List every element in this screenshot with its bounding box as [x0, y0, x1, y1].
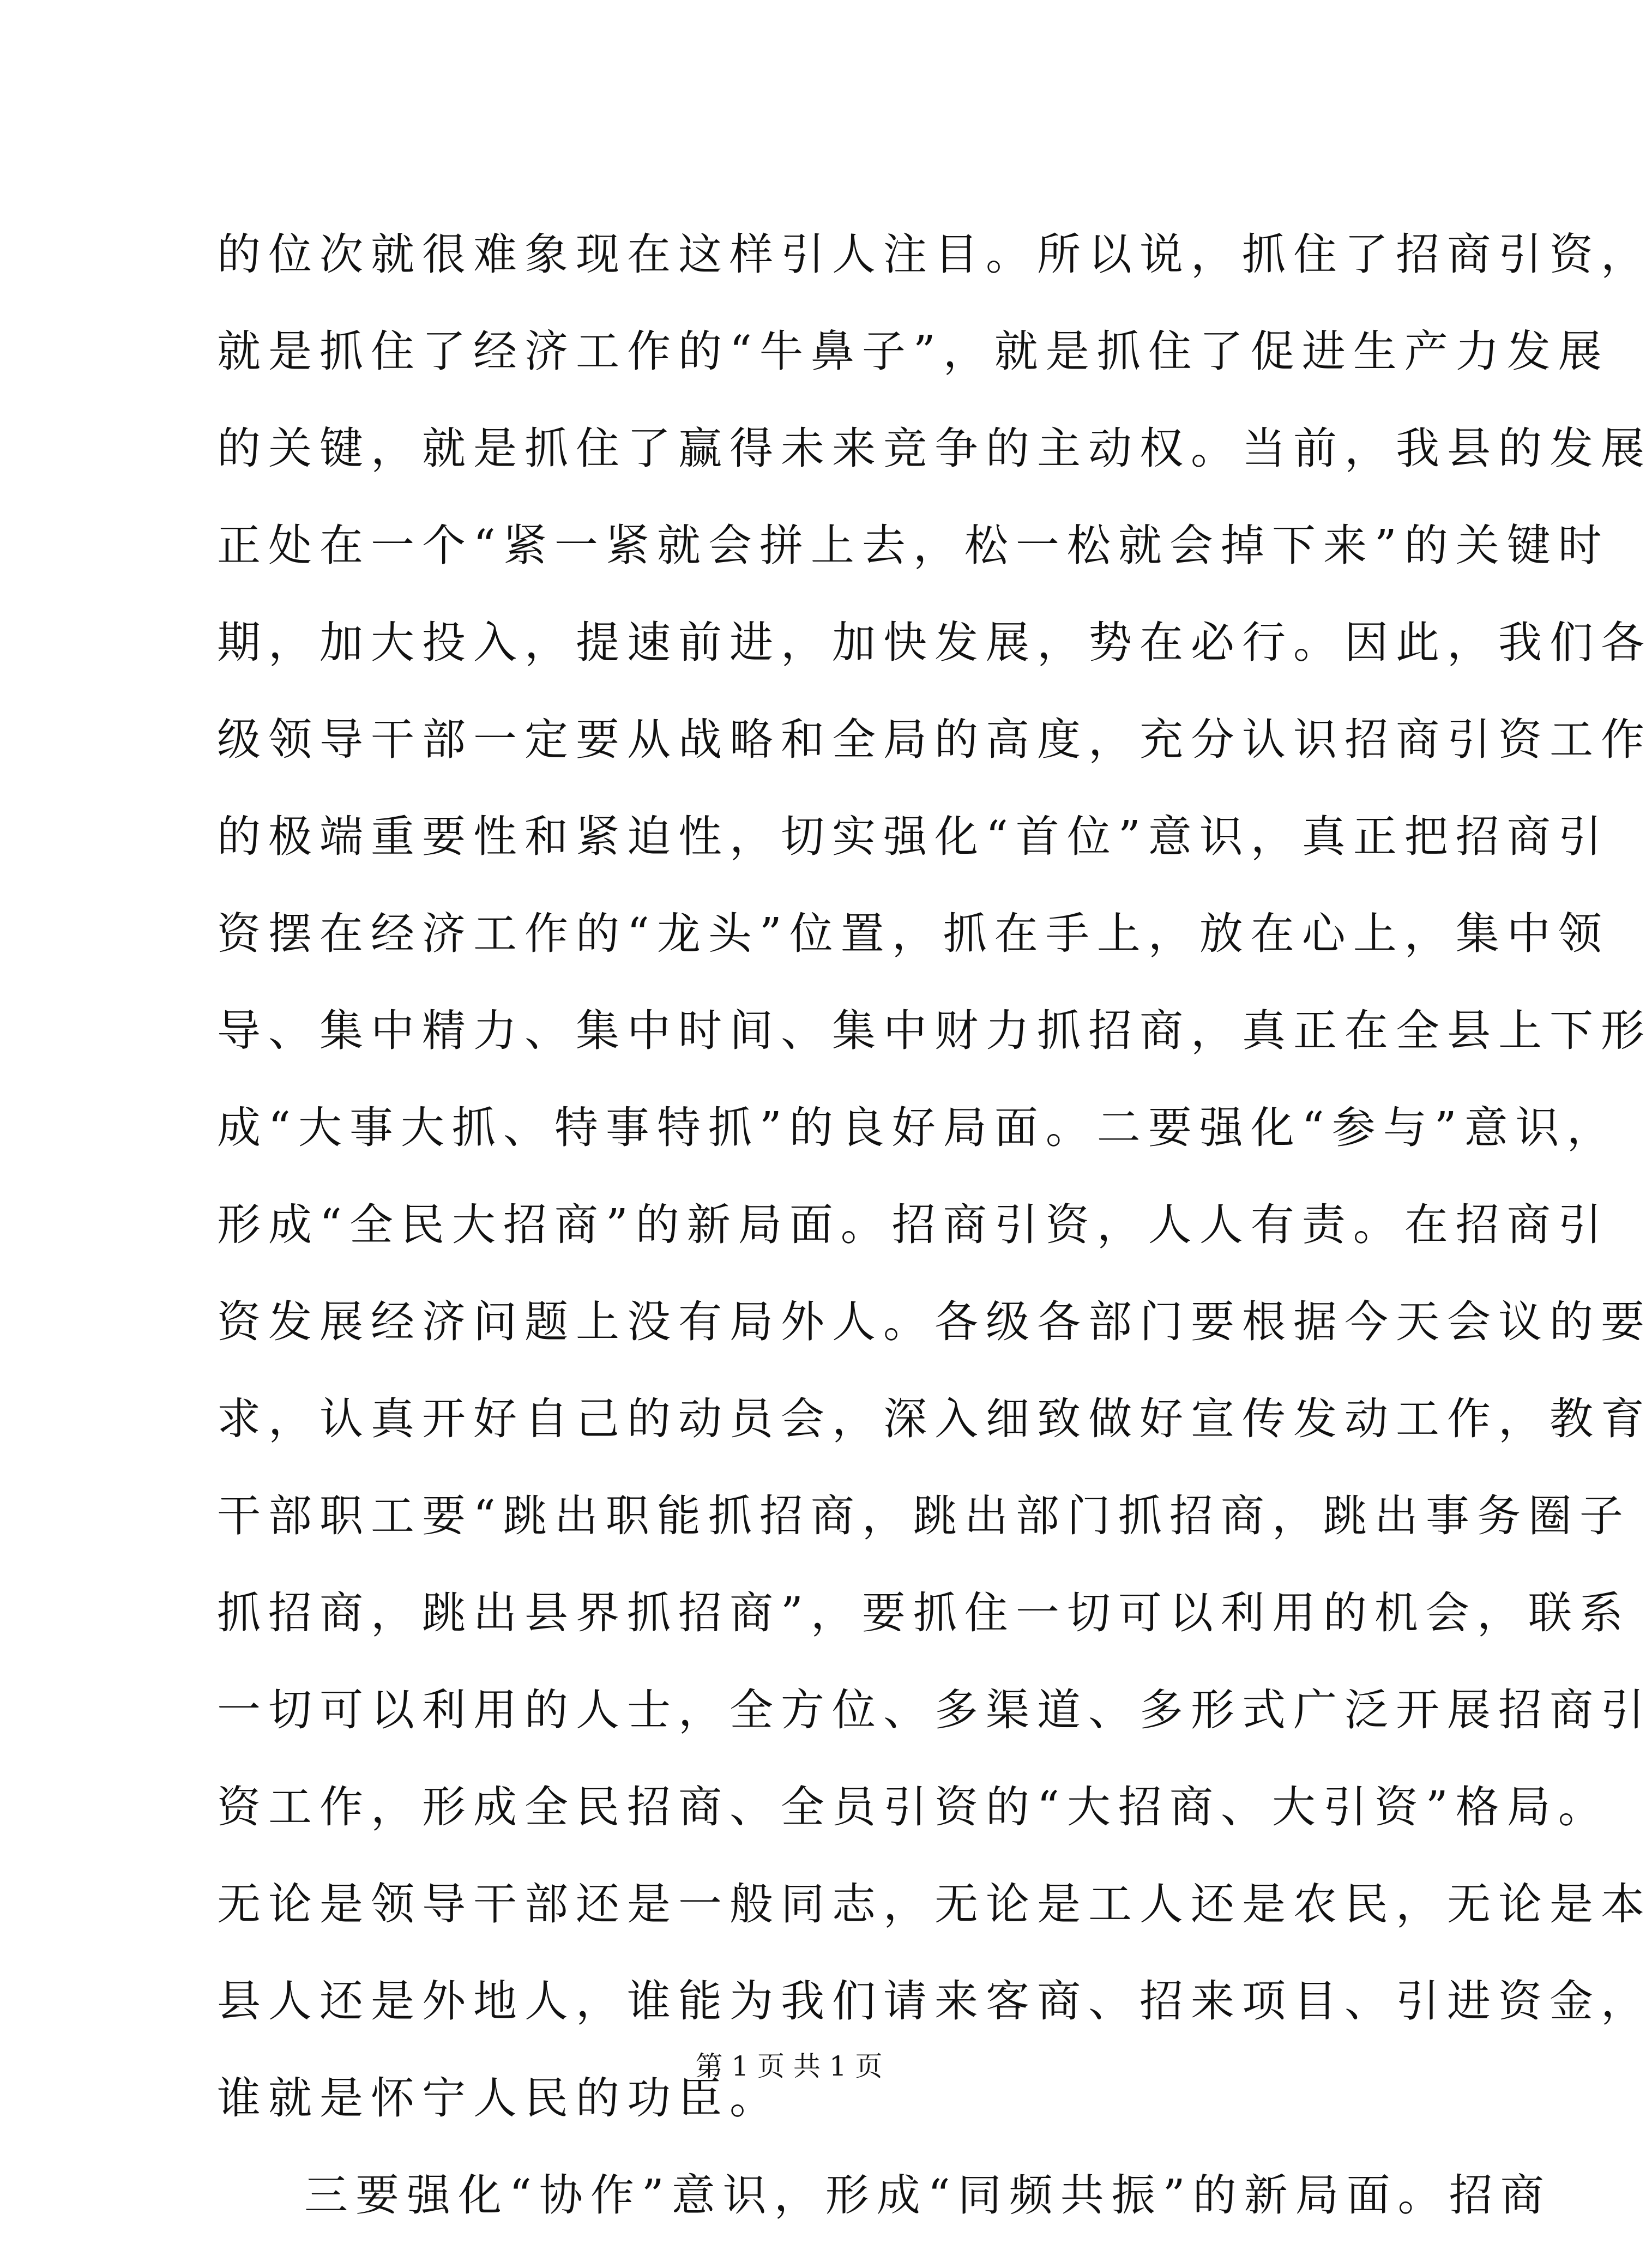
text-line: 资发展经济问题上没有局外人。各级各部门要根据今天会议的要	[217, 1296, 1652, 1347]
text-line: 资工作，形成全民招商、全员引资的“大招商、大引资”格局。	[217, 1782, 1609, 1832]
text-line: 一切可以利用的人士，全方位、多渠道、多形式广泛开展招商引	[217, 1685, 1652, 1735]
text-line: 成“大事大抓、特事特抓”的良好局面。二要强化“参与”意识，	[217, 1102, 1618, 1153]
text-line: 正处在一个“紧一紧就会拼上去，松一松就会掉下来”的关键时	[217, 520, 1609, 571]
text-line: 谁就是怀宁人民的功臣。	[217, 2073, 781, 2124]
text-line: 就是抓住了经济工作的“牛鼻子”，就是抓住了促进生产力发展	[217, 326, 1609, 377]
text-line: 的极端重要性和紧迫性，切实强化“首位”意识，真正把招商引	[217, 811, 1609, 862]
page-number-label: 第 1 页 共 1 页	[695, 2050, 883, 2082]
text-line: 无论是领导干部还是一般同志，无论是工人还是农民，无论是本	[217, 1879, 1652, 1929]
text-line: 求，认真开好自己的动员会，深入细致做好宣传发动工作，教育	[217, 1394, 1652, 1444]
text-line: 干部职工要“跳出职能抓招商，跳出部门抓招商，跳出事务圈子	[217, 1491, 1631, 1541]
text-line: 形成“全民大招商”的新局面。招商引资，人人有责。在招商引	[217, 1199, 1609, 1250]
body-text	[217, 206, 1652, 2244]
text-line: 资摆在经济工作的“龙头”位置，抓在手上，放在心上，集中领	[217, 908, 1609, 959]
text-line: 级领导干部一定要从战略和全局的高度，充分认识招商引资工作	[217, 714, 1652, 765]
text-line: 抓招商，跳出县界抓招商”，要抓住一切可以利用的机会，联系	[217, 1588, 1631, 1638]
page-footer	[0, 2047, 1578, 2085]
text-line: 县人还是外地人，谁能为我们请来客商、招来项目、引进资金，	[217, 1976, 1652, 2026]
text-line: 期，加大投入，提速前进，加快发展，势在必行。因此，我们各	[217, 617, 1652, 668]
paragraph-start-line: 三要强化“协作”意识，形成“同频共振”的新局面。招商	[304, 2170, 1552, 2221]
text-line: 的位次就很难象现在这样引人注目。所以说，抓住了招商引资，	[217, 229, 1652, 280]
text-line: 的关键，就是抓住了赢得未来竞争的主动权。当前，我县的发展	[217, 423, 1652, 474]
text-line: 导、集中精力、集中时间、集中财力抓招商，真正在全县上下形	[217, 1005, 1652, 1056]
